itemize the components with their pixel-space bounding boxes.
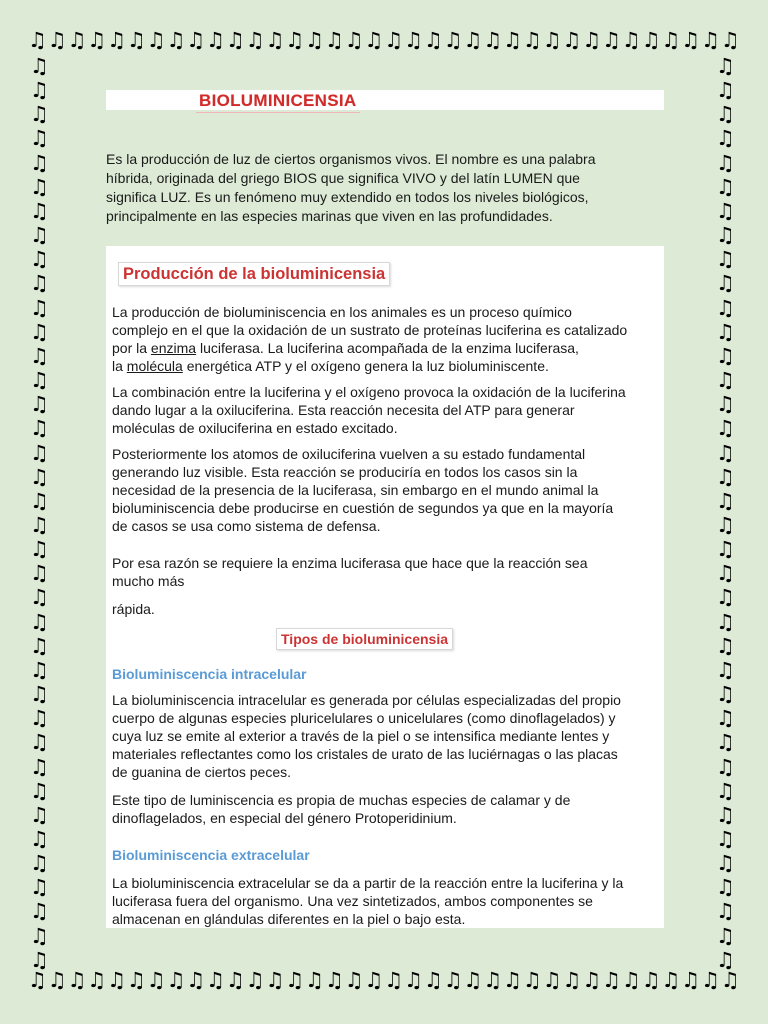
music-note-icon: ♫ — [30, 368, 49, 393]
music-note-icon: ♫ — [87, 968, 107, 992]
music-note-icon: ♫ — [716, 778, 735, 803]
music-note-icon: ♫ — [344, 28, 364, 52]
music-note-icon: ♫ — [206, 968, 225, 992]
music-note-icon: ♫ — [463, 28, 483, 52]
subsection-heading: Bioluminiscencia extracelular — [112, 847, 310, 863]
music-note-icon: ♫ — [30, 488, 49, 513]
music-note-icon: ♫ — [364, 968, 384, 992]
music-note-icon: ♫ — [716, 827, 735, 851]
music-note-icon: ♫ — [701, 28, 720, 52]
text-line: La combinación entre la luciferina y el oxígeno provoca la oxidación de la luciferina — [112, 384, 626, 400]
music-note-icon: ♫ — [107, 968, 127, 992]
music-note-icon: ♫ — [582, 28, 602, 52]
text-line: cuerpo de algunas especies pluricelulares o unicelulares (como dinoflagelados) y — [112, 710, 616, 726]
music-note-icon: ♫ — [245, 28, 265, 52]
music-note-icon: ♫ — [30, 682, 49, 707]
music-note-icon: ♫ — [542, 968, 562, 992]
content-panel — [106, 246, 664, 928]
music-note-icon: ♫ — [716, 657, 735, 682]
music-note-icon: ♫ — [716, 609, 735, 634]
paragraph — [112, 691, 664, 781]
music-note-icon: ♫ — [30, 464, 49, 489]
music-note-icon: ♫ — [30, 223, 49, 248]
music-note-icon: ♫ — [716, 368, 735, 393]
music-note-icon: ♫ — [716, 754, 735, 779]
music-note-icon: ♫ — [30, 730, 49, 755]
music-note-icon: ♫ — [30, 271, 49, 296]
music-note-icon: ♫ — [716, 682, 735, 707]
page-title: BIOLUMINICENSIA — [196, 90, 360, 113]
text-line: principalmente en las especies marinas que viven en las profundidades. — [106, 208, 553, 224]
music-note-icon: ♫ — [30, 440, 49, 465]
music-note-icon: ♫ — [716, 875, 735, 900]
music-note-icon: ♫ — [503, 28, 522, 52]
music-note-icon: ♫ — [30, 295, 49, 320]
music-note-icon: ♫ — [716, 488, 735, 513]
music-note-icon: ♫ — [681, 28, 701, 52]
music-note-icon: ♫ — [166, 28, 186, 52]
music-note-icon: ♫ — [582, 968, 602, 992]
text-line: mucho más — [112, 573, 185, 589]
music-note-icon: ♫ — [562, 28, 582, 52]
paragraph — [112, 303, 664, 375]
music-note-icon: ♫ — [716, 174, 735, 199]
music-note-icon: ♫ — [720, 28, 740, 52]
music-note-icon: ♫ — [542, 28, 562, 52]
text-line: Es la producción de luz de ciertos organismos vivos. El nombre es una palabra — [106, 151, 596, 167]
music-note-icon: ♫ — [621, 28, 641, 52]
music-note-icon: ♫ — [716, 102, 735, 127]
music-note-icon: ♫ — [146, 968, 166, 992]
music-note-icon: ♫ — [641, 968, 661, 992]
subsection-heading: Bioluminiscencia intracelular — [112, 666, 307, 682]
music-note-icon: ♫ — [225, 968, 245, 992]
music-note-icon: ♫ — [720, 968, 740, 992]
music-note-icon: ♫ — [30, 319, 49, 344]
music-note-icon: ♫ — [30, 875, 49, 900]
text-line: dando lugar a la oxiluciferina. Esta reacción necesita del ATP para generar — [112, 402, 575, 418]
music-note-icon: ♫ — [716, 271, 735, 296]
text-span: energética ATP y el oxígeno genera la luz bioluminiscente. — [182, 358, 549, 374]
text-line — [112, 357, 664, 375]
music-note-icon: ♫ — [716, 392, 735, 417]
music-note-icon: ♫ — [621, 968, 641, 992]
music-note-icon: ♫ — [30, 657, 49, 682]
music-note-icon: ♫ — [30, 198, 49, 223]
text-line: cuya luz se emite al exterior a través de la piel o se intensifica mediante lentes y — [112, 728, 610, 744]
music-note-icon: ♫ — [30, 416, 49, 441]
border-right — [716, 54, 735, 972]
text-line: híbrida, originada del griego BIOS que significa VIVO y del latín LUMEN que — [106, 170, 580, 186]
music-note-icon: ♫ — [716, 947, 735, 972]
text-line: La producción de bioluminiscencia en los animales es un proceso químico — [112, 304, 572, 320]
text-span: la — [112, 358, 127, 374]
text-line: de guanina de ciertos peces. — [112, 764, 292, 780]
music-note-icon: ♫ — [30, 778, 49, 803]
music-note-icon: ♫ — [245, 968, 265, 992]
music-note-icon: ♫ — [30, 561, 49, 586]
paragraph — [112, 554, 664, 590]
music-note-icon: ♫ — [463, 968, 483, 992]
music-note-icon: ♫ — [344, 968, 364, 992]
music-note-icon: ♫ — [30, 247, 49, 272]
text-line: dinoflagelados, en especial del género Protoperidinium. — [112, 810, 457, 826]
music-note-icon: ♫ — [30, 54, 49, 78]
music-note-icon: ♫ — [30, 754, 49, 779]
music-note-icon: ♫ — [126, 968, 146, 992]
paragraph — [112, 445, 664, 535]
music-note-icon: ♫ — [30, 343, 49, 368]
text-line: de casos se usa como sistema de defensa. — [112, 518, 381, 534]
music-note-icon: ♫ — [285, 28, 305, 52]
music-note-icon: ♫ — [716, 126, 735, 151]
music-note-icon: ♫ — [716, 223, 735, 248]
border-bottom — [28, 968, 740, 992]
music-note-icon: ♫ — [30, 537, 49, 562]
music-note-icon: ♫ — [716, 512, 735, 537]
music-note-icon: ♫ — [483, 28, 503, 52]
music-note-icon: ♫ — [661, 28, 681, 52]
text-line: complejo en el que la oxidación de un sustrato de proteínas luciferina es catalizado — [112, 322, 628, 338]
music-note-icon: ♫ — [47, 968, 67, 992]
molecula-link[interactable]: molécula — [126, 358, 183, 374]
music-note-icon: ♫ — [107, 28, 127, 52]
music-note-icon: ♫ — [404, 968, 423, 992]
music-note-icon: ♫ — [47, 28, 67, 52]
music-note-icon: ♫ — [166, 968, 186, 992]
music-note-icon: ♫ — [30, 609, 49, 634]
music-note-icon: ♫ — [716, 633, 735, 658]
music-note-icon: ♫ — [28, 968, 47, 992]
text-line: materiales reflectantes como los cristales de urato de las luciérnagas o las placas — [112, 746, 618, 762]
music-note-icon: ♫ — [701, 968, 720, 992]
music-note-icon: ♫ — [661, 968, 681, 992]
text-line: necesidad de la presencia de la luciferasa, sin embargo en el mundo animal la — [112, 482, 599, 498]
music-note-icon: ♫ — [716, 561, 735, 586]
music-note-icon: ♫ — [67, 968, 87, 992]
text-line: significa LUZ. Es un fenómeno muy extendido en todos los niveles biológicos, — [106, 189, 589, 205]
music-note-icon: ♫ — [87, 28, 107, 52]
music-note-icon: ♫ — [423, 28, 443, 52]
section-heading: Tipos de bioluminicensia — [276, 628, 453, 650]
music-note-icon: ♫ — [30, 706, 49, 731]
music-note-icon: ♫ — [716, 198, 735, 223]
music-note-icon: ♫ — [305, 28, 324, 52]
music-note-icon: ♫ — [716, 706, 735, 731]
music-note-icon: ♫ — [285, 968, 305, 992]
text-line: moléculas de oxiluciferina en estado excitado. — [112, 420, 398, 436]
music-note-icon: ♫ — [716, 247, 735, 272]
text-line: La bioluminiscencia extracelular se da a partir de la reacción entre la luciferina y la — [112, 875, 624, 891]
music-note-icon: ♫ — [423, 968, 443, 992]
music-note-icon: ♫ — [30, 827, 49, 851]
music-note-icon: ♫ — [522, 28, 542, 52]
text-line: Por esa razón se requiere la enzima luciferasa que hace que la reacción sea — [112, 555, 588, 571]
paragraph: rápida. — [112, 601, 155, 617]
enzima-link[interactable]: enzima — [150, 340, 197, 356]
paragraph — [112, 791, 664, 827]
music-note-icon: ♫ — [716, 150, 735, 175]
music-note-icon: ♫ — [146, 28, 166, 52]
music-note-icon: ♫ — [30, 392, 49, 417]
music-note-icon: ♫ — [716, 923, 735, 948]
music-note-icon: ♫ — [265, 968, 285, 992]
music-note-icon: ♫ — [503, 968, 522, 992]
music-note-icon: ♫ — [225, 28, 245, 52]
music-note-icon: ♫ — [30, 174, 49, 199]
music-note-icon: ♫ — [716, 802, 735, 827]
music-note-icon: ♫ — [522, 968, 542, 992]
music-note-icon: ♫ — [324, 968, 344, 992]
music-note-icon: ♫ — [30, 102, 49, 127]
music-note-icon: ♫ — [716, 54, 735, 78]
music-note-icon: ♫ — [265, 28, 285, 52]
music-note-icon: ♫ — [30, 633, 49, 658]
music-note-icon: ♫ — [716, 319, 735, 344]
music-note-icon: ♫ — [30, 78, 49, 103]
music-note-icon: ♫ — [641, 28, 661, 52]
music-note-icon: ♫ — [384, 28, 404, 52]
music-note-icon: ♫ — [324, 28, 344, 52]
text-line: generando luz visible. Esta reacción se produciría en todos los casos sin la — [112, 464, 578, 480]
text-line: Posteriormente los atomos de oxiluciferina vuelven a su estado fundamental — [112, 446, 586, 462]
music-note-icon: ♫ — [716, 899, 735, 924]
music-note-icon: ♫ — [186, 968, 206, 992]
music-note-icon: ♫ — [30, 899, 49, 924]
border-left — [30, 54, 49, 972]
music-note-icon: ♫ — [30, 150, 49, 175]
border-top — [28, 28, 740, 52]
music-note-icon: ♫ — [30, 802, 49, 827]
paragraph — [112, 874, 664, 928]
music-note-icon: ♫ — [126, 28, 146, 52]
music-note-icon: ♫ — [30, 126, 49, 151]
music-note-icon: ♫ — [716, 585, 735, 610]
music-note-icon: ♫ — [602, 28, 621, 52]
music-note-icon: ♫ — [305, 968, 324, 992]
music-note-icon: ♫ — [716, 537, 735, 562]
music-note-icon: ♫ — [443, 968, 463, 992]
title-bar — [106, 90, 664, 110]
music-note-icon: ♫ — [30, 512, 49, 537]
music-note-icon: ♫ — [30, 923, 49, 948]
paragraph — [112, 383, 664, 437]
music-note-icon: ♫ — [28, 28, 47, 52]
music-note-icon: ♫ — [716, 343, 735, 368]
music-note-icon: ♫ — [206, 28, 225, 52]
intro-paragraph — [106, 150, 658, 226]
music-note-icon: ♫ — [30, 585, 49, 610]
text-line: almacenan en glándulas diferentes en la piel o bajo esta. — [112, 911, 466, 927]
music-note-icon: ♫ — [716, 464, 735, 489]
music-note-icon: ♫ — [716, 416, 735, 441]
text-line — [112, 339, 664, 357]
text-line: luciferasa fuera del organismo. Una vez sintetizados, ambos componentes se — [112, 893, 593, 909]
music-note-icon: ♫ — [716, 440, 735, 465]
music-note-icon: ♫ — [384, 968, 404, 992]
music-note-icon: ♫ — [681, 968, 701, 992]
music-note-icon: ♫ — [364, 28, 384, 52]
text-line: bioluminiscencia debe producirse en cuestión de segundos ya que en la mayoría — [112, 500, 614, 516]
music-note-icon: ♫ — [186, 28, 206, 52]
music-note-icon: ♫ — [404, 28, 423, 52]
section-heading: Producción de la bioluminicensia — [118, 262, 390, 286]
music-note-icon: ♫ — [716, 851, 735, 876]
text-span: luciferasa. La luciferina acompañada de la enzima luciferasa, — [196, 340, 579, 356]
music-note-icon: ♫ — [716, 78, 735, 103]
music-note-icon: ♫ — [602, 968, 621, 992]
music-note-icon: ♫ — [562, 968, 582, 992]
music-note-icon: ♫ — [483, 968, 503, 992]
music-note-icon: ♫ — [716, 295, 735, 320]
text-line: La bioluminiscencia intracelular es generada por células especializadas del propio — [112, 692, 621, 708]
text-span: por la — [112, 340, 151, 356]
music-note-icon: ♫ — [30, 851, 49, 876]
document-page — [100, 86, 666, 928]
music-note-icon: ♫ — [443, 28, 463, 52]
music-note-icon: ♫ — [67, 28, 87, 52]
music-note-icon: ♫ — [716, 730, 735, 755]
text-line: Este tipo de luminiscencia es propia de muchas especies de calamar y de — [112, 792, 571, 808]
music-note-icon: ♫ — [30, 947, 49, 972]
